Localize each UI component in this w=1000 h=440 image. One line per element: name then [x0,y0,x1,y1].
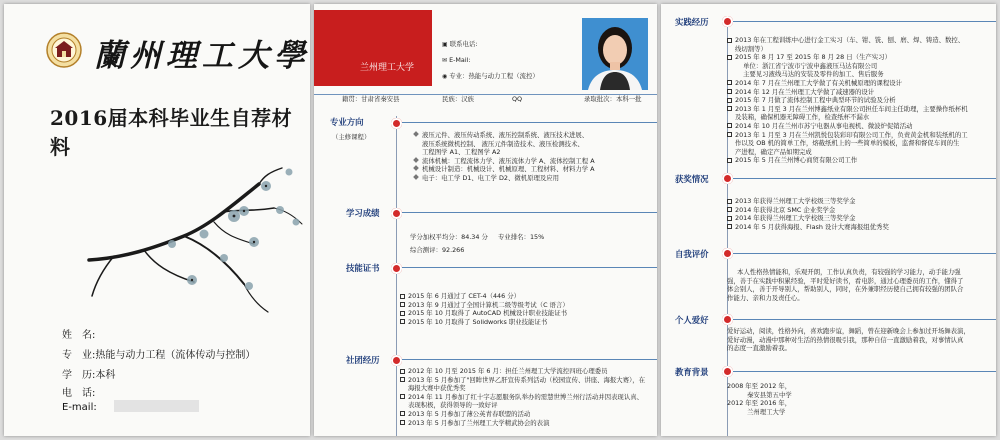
checkbox-icon [727,216,732,221]
list-item: 2013 年获得兰州理工大学校级三等奖学金 [727,197,889,206]
section-title-edu: 教育背景 [675,367,709,377]
target-icon [391,263,402,274]
section-line [402,212,657,213]
checkbox-icon [727,89,732,94]
checkbox-icon [727,158,732,163]
text-line: 的态度一直激励着我。 [727,344,791,353]
text-line: 2008 年至 2012 年， [727,382,792,390]
checkbox-icon [727,207,732,212]
list-item: 2014 年 11 月参加了红十字志愿服务队举办的需慧世博兰州行活动并因表现认真、 [400,393,645,402]
list-item: 2013 年 5 月参加了薄公英青春联盟的活动 [400,410,645,419]
list-item: 2013 年 1 月至 3 月在兰州凯悦包装彩印有限公司工作，负责黄金机和装纸机的工 [727,131,968,140]
club-list [400,367,645,427]
grade-rank: 专业排名：15% [498,233,545,241]
grade-average: 学分加权平均分：84.34 分 [410,233,488,241]
field-phone: 电 话: [62,388,96,399]
list-item: 液压元件、液压传动系统、液压控制系统、液压技术进展、 [414,131,595,140]
text-line: 兰州理工大学 [747,407,786,416]
university-logo [46,32,82,68]
section-line [733,319,996,320]
list-item: 产进程，确定产品如期完成 [735,147,812,156]
person-icon: ◉ [442,73,448,80]
section-subtitle-major: （主修课程） [332,133,371,141]
list-item: 机械设计制造：机械设计、机械原理、工程材料、材料力学 A [414,165,595,174]
section-title-self: 自我评价 [675,249,709,259]
checkbox-icon [727,123,732,128]
text-line: 爱好运动，阅读，性格外向，喜欢跑步谊，舞蹈，曾在迎新晚会上参加过开场舞表演， [727,327,970,335]
checkbox-icon [400,394,405,399]
section-line [733,178,996,179]
field-name: 姓 名: [62,330,96,341]
checkbox-icon [727,38,732,43]
target-icon [391,118,402,129]
cert-list [400,292,569,326]
text-line: 秦安县第五中学 [747,390,792,399]
timeline-line [396,116,397,436]
section-line [733,21,996,22]
diamond-icon [413,157,419,163]
list-item: 流体机械：工程流体力学、液压流体力学 A、流体控制工程 A [414,157,595,166]
checkbox-icon [400,377,405,382]
major-course-list [414,131,595,183]
hobby-text [727,327,970,353]
list-item: 2015 年 8 月 17 至 2015 年 8 月 28 日（生产实习） [727,53,968,62]
practice-list [727,36,968,165]
text-line: 强，善于在实践中积累经验，平时爱好读书，看电影，通过心理委员的工作，懂得了 [727,276,964,285]
section-title-grades: 学习成绩 [346,208,380,218]
list-item: 表现积极，获得领导的一致好评 [408,401,498,410]
section-line [402,359,657,360]
list-item: 2014 年 7 月在兰州理工大学做了有关机械原理的课程设计 [727,79,968,88]
section-title-hobby: 个人爱好 [675,315,709,325]
checkbox-icon [727,98,732,103]
diamond-icon [413,174,419,180]
list-item: 海报大赛中获优秀奖 [408,384,466,393]
list-item: 2015 年 10 月取得了 Solidworks 职业技能证书 [400,318,569,327]
section-line [733,371,996,372]
meta-hometown: 籍贯：甘肃省秦安县 [342,95,400,103]
checkbox-icon [400,319,405,324]
list-item: 2015 年 5 月在兰州博心商贸有限公司工作 [727,156,968,165]
checkbox-icon [727,106,732,111]
list-item: 2014 年 10 月在兰州市苏宁电器从事电视机、微波炉促销活动 [727,122,968,131]
text-line: 本人性格热情能和，乐观开朗，工作认真负责，有较强的学习能力，动手能力强 [737,268,961,276]
list-item: 作以及 OB 机的简单工作，熔截纸机上的一些简单的模板，监督和督促车间的生 [735,139,960,148]
diamond-icon [413,166,419,172]
list-item: 工程图学 A1、工程图学 A2 [422,148,501,157]
list-item: 2013 年 5 月参加了"回眸世界乙肝宣传系列活动（校园宣传、讲座、海报大赛），在 [400,376,645,385]
list-item: 2013 年 5 月参加了兰州理工大学精武协会的表演 [400,419,645,428]
section-line [402,122,657,123]
section-line [402,267,657,268]
text-line: 作能力、亲和力及责任心。 [727,293,804,302]
diamond-icon [413,131,419,137]
checkbox-icon [727,199,732,204]
target-icon [722,366,733,377]
list-item: 及装箱，确保机器无障碍工作，检查纸杯不漏水 [735,113,870,122]
list-item: 2014 年获得兰州理工大学校级三等奖学金 [727,214,889,223]
list-item: 2013 年在工程训练中心进行金工实习（车、钳、铣、刨、磨、焊、铸造、数控、 [727,36,968,45]
contact-major: ◉ 专业：热能与动力工程（流控） [442,72,539,80]
phone-icon: ▣ [442,41,448,48]
experience-page [661,4,996,436]
list-item: 液压系统微机控制、 液压元件制造技术、液压检测技术、 [422,139,584,148]
mail-icon: ✉ [442,57,448,64]
target-icon [722,173,733,184]
section-title-certs: 技能证书 [346,263,380,273]
header-banner [314,10,432,86]
field-major: 专 业:热能与动力工程（流体传动与控制） [62,350,256,361]
checkbox-icon [400,420,405,425]
list-item: 2015 年 6 月通过了 CET-4（446 分） [400,292,569,301]
awards-list [727,197,889,231]
meta-admission: 录取批次：本科一批 [584,95,642,103]
checkbox-icon [727,55,732,60]
list-item: 2014 年 5 月获得海报、Flash 设计大赛海报组优秀奖 [727,223,889,232]
list-item: 线切割等） [735,44,767,53]
checkbox-icon [400,411,405,416]
list-item: 2013 年 1 月至 3 月在兰州博鑫纸业有限公司担任车间主任助理，主要操作纸杯机 [727,105,968,114]
university-name: 蘭州理工大學 [94,38,310,74]
section-title-awards: 获奖情况 [675,174,709,184]
list-item: 2015 年 10 月取得了 AutoCAD 机械设计职业技能证书 [400,309,569,318]
section-title-practice: 实践经历 [675,17,709,27]
profile-photo [582,18,648,90]
meta-qq: QQ [512,95,523,103]
contact-email: ✉ E-Mail: [442,56,471,64]
checkbox-icon [727,132,732,137]
section-title-major: 专业方向 [330,117,364,127]
checkbox-icon [400,302,405,307]
cover-title: 2016届本科毕业生自荐材料 [50,106,293,159]
target-icon [391,208,402,219]
target-icon [722,16,733,27]
plum-blossom-illustration [84,164,308,329]
section-title-club: 社团经历 [346,355,380,365]
target-icon [722,248,733,259]
list-item: 单位：浙江省宁波市宁波申鑫液压马达有限公司 [743,61,878,70]
checkbox-icon [400,369,405,374]
banner-title: 兰州理工大学 [360,63,415,73]
text-line: 爱好动漫，动漫中那种对生活的热情很吸引我，那种自信一直激励着我，对事情认真 [727,335,964,344]
grade-comprehensive: 综合测评：92.266 [410,246,465,254]
text-line: 2012 年至 2016 年， [727,399,792,408]
list-item: 2013 年 9 月通过了全国计算机二级等级考试（C 语言） [400,301,569,310]
cover-page [4,4,310,436]
text-line: 体会别人，善于开导别人，帮助别人，同时，在外兼职经历使自己拥有较强的团队合 [727,285,964,294]
checkbox-icon [727,224,732,229]
list-item: 2014 年 12 月在兰州理工大学做了减速器的设计 [727,88,968,97]
list-item: 2014 年获得北京 SMC 企业奖学金 [727,206,889,215]
email-redacted-block [114,400,199,412]
target-icon [391,355,402,366]
target-icon [722,314,733,325]
checkbox-icon [400,294,405,299]
self-eval-text [727,268,963,302]
list-item: 电子：电工学 D1、电工学 D2、微机原理及应用 [414,174,595,183]
contact-phone: ▣ 联系电话: [442,40,478,48]
profile-page [314,4,657,436]
meta-ethnicity: 民族：汉族 [442,95,474,103]
list-item: 主要见习液线马达的安装及零件的加工、售后服务 [743,70,884,79]
field-email: E-mail: [62,402,97,413]
field-degree: 学 历:本科 [62,370,116,381]
section-line [733,253,996,254]
education-list [727,382,792,416]
list-item: 2012 年 10 月至 2015 年 6 月：担任兰州理工大学流控四班心理委员 [400,367,645,376]
checkbox-icon [400,311,405,316]
list-item: 2015 年 7 月做了流体控制工程中典型环节的试验及分析 [727,96,968,105]
checkbox-icon [727,80,732,85]
